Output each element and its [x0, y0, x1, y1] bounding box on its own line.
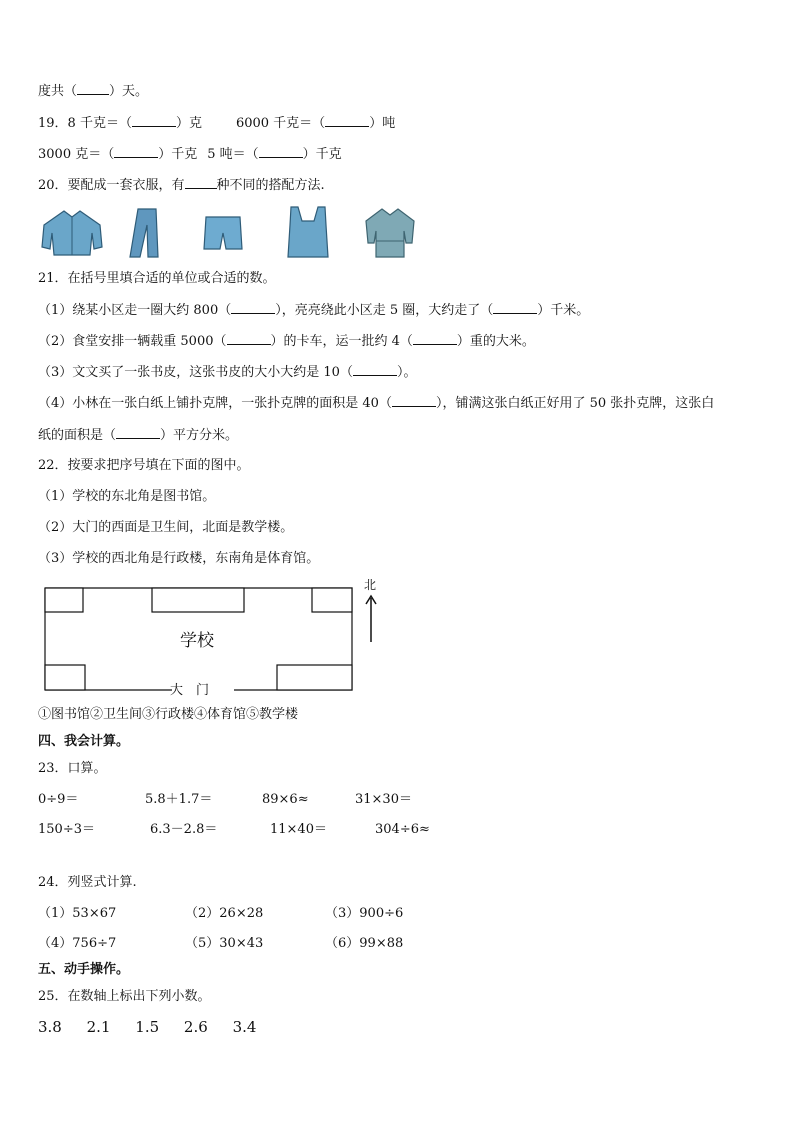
answer-blank[interactable]: [227, 332, 271, 345]
vertical-calc-item: （5）30×43: [185, 936, 264, 951]
north-arrow-icon: [364, 594, 378, 644]
q21-text: （1）绕某小区走一圈大约 800（: [38, 303, 232, 318]
question-23-title: 23．口算。: [38, 761, 107, 776]
question-number: 19．: [38, 116, 68, 131]
mental-math-item: 6.3－2.8＝: [150, 822, 218, 837]
q21-text: ）。: [396, 365, 417, 380]
answer-blank[interactable]: [114, 145, 158, 158]
q21-text: ），铺满这张白纸正好用了 50 张扑克牌，这张白: [435, 396, 715, 411]
mental-math-item: 5.8＋1.7＝: [145, 792, 213, 807]
question-24-title: 24．列竖式计算.: [38, 875, 137, 890]
vertical-calc-item: （4）756÷7: [38, 936, 117, 951]
map-box-southeast[interactable]: [277, 665, 352, 690]
q20-text: 种不同的搭配方法.: [216, 178, 325, 193]
question-21-part-2: [38, 332, 535, 351]
q21-text: （3）文文买了一张书皮，这张书皮的大小大约是 10（: [38, 365, 353, 380]
decimal-number: 2.1: [86, 1018, 111, 1036]
q21-text: （2）食堂安排一辆载重 5000（: [38, 334, 227, 349]
map-legend: ①图书馆②卫生间③行政楼④体育馆⑤教学楼: [38, 707, 299, 722]
answer-blank[interactable]: [353, 363, 397, 376]
answer-blank[interactable]: [325, 114, 369, 127]
question-21-part-4-cont: [38, 426, 238, 445]
vertical-calc-item: （3）900÷6: [325, 906, 404, 921]
jacket-icon: [42, 211, 102, 255]
vertical-calc-item: （6）99×88: [325, 936, 404, 951]
section-5-heading: 五、动手操作。: [38, 962, 130, 977]
answer-blank[interactable]: [116, 426, 160, 439]
answer-blank[interactable]: [392, 394, 436, 407]
map-box-northeast[interactable]: [312, 588, 352, 612]
tank-top-icon: [288, 207, 328, 257]
q19-text: 3000 克＝（: [38, 147, 115, 162]
decimal-number: 2.6: [183, 1018, 208, 1036]
map-box-north-center[interactable]: [152, 588, 244, 612]
question-19-line-1: [38, 114, 395, 133]
question-21-part-4: [38, 394, 714, 413]
north-label: 北: [364, 578, 377, 592]
q20-text: 20．要配成一套衣服，有: [38, 178, 185, 193]
q19-text: ）吨: [369, 116, 396, 131]
mental-math-item: 150÷3＝: [38, 822, 95, 837]
q19-text: ）千克: [302, 147, 342, 162]
q19-text: 8 千克＝（: [67, 116, 132, 131]
map-school-label: 学校: [180, 631, 214, 651]
section-4-heading: 四、我会计算。: [38, 734, 130, 749]
question-21-part-3: [38, 363, 416, 382]
decimal-number: 3.8: [38, 1018, 62, 1036]
decimal-number: 3.4: [232, 1018, 257, 1036]
map-box-southwest[interactable]: [45, 665, 85, 690]
q19-text: ）千克: [158, 147, 198, 162]
question-20: [38, 176, 325, 195]
answer-blank[interactable]: [231, 301, 275, 314]
question-22-statement-2: （2）大门的西面是卫生间，北面是教学楼。: [38, 520, 294, 535]
clothing-images: [36, 203, 416, 261]
mental-math-item: 0÷9＝: [38, 792, 79, 807]
answer-blank[interactable]: [185, 176, 217, 189]
q19-text: 6000 千克＝（: [235, 116, 326, 131]
question-21-title: 21．在括号里填合适的单位或合适的数。: [38, 271, 276, 286]
question-18-tail: [38, 82, 148, 101]
q21-text: ）的卡车，运一批约 4（: [270, 334, 413, 349]
question-19-line-2: [38, 145, 342, 164]
question-22-statement-1: （1）学校的东北角是图书馆。: [38, 489, 216, 504]
q21-text: （4）小林在一张白纸上铺扑克牌，一张扑克牌的面积是 40（: [38, 396, 392, 411]
q21-text: 纸的面积是（: [38, 428, 117, 443]
mental-math-item: 31×30＝: [355, 792, 412, 807]
q19-text: ）克: [175, 116, 202, 131]
pants-icon: [130, 209, 158, 257]
vertical-calc-item: （2）26×28: [185, 906, 264, 921]
mental-math-item: 11×40＝: [270, 822, 327, 837]
coat-icon: [366, 209, 414, 257]
map-box-northwest[interactable]: [45, 588, 83, 612]
map-gate-label: 大 门: [170, 683, 210, 698]
q21-text: ）平方分米。: [160, 428, 239, 443]
mental-math-item: 304÷6≈: [375, 822, 430, 837]
decimal-number: 1.5: [135, 1018, 160, 1036]
answer-blank[interactable]: [413, 332, 457, 345]
shorts-icon: [204, 217, 242, 249]
mental-math-item: 89×6≈: [262, 792, 309, 807]
q21-text: ），亮亮绕此小区走 5 圈，大约走了（: [275, 303, 494, 318]
q21-text: ）重的大米。: [456, 334, 535, 349]
q19-text: 5 吨＝（: [207, 147, 259, 162]
answer-blank[interactable]: [259, 145, 303, 158]
question-21-part-1: [38, 301, 589, 320]
answer-blank[interactable]: [77, 82, 109, 95]
q18-text-a: 度共（: [38, 84, 78, 99]
question-25-title: 25．在数轴上标出下列小数。: [38, 989, 211, 1004]
vertical-calc-item: （1）53×67: [38, 906, 117, 921]
answer-blank[interactable]: [132, 114, 176, 127]
q21-text: ）千米。: [537, 303, 590, 318]
question-22-title: 22．按要求把序号填在下面的图中。: [38, 458, 250, 473]
decimal-number-list: [38, 1018, 276, 1036]
q18-text-b: ）天。: [109, 84, 149, 99]
question-22-statement-3: （3）学校的西北角是行政楼，东南角是体育馆。: [38, 551, 320, 566]
answer-blank[interactable]: [493, 301, 537, 314]
